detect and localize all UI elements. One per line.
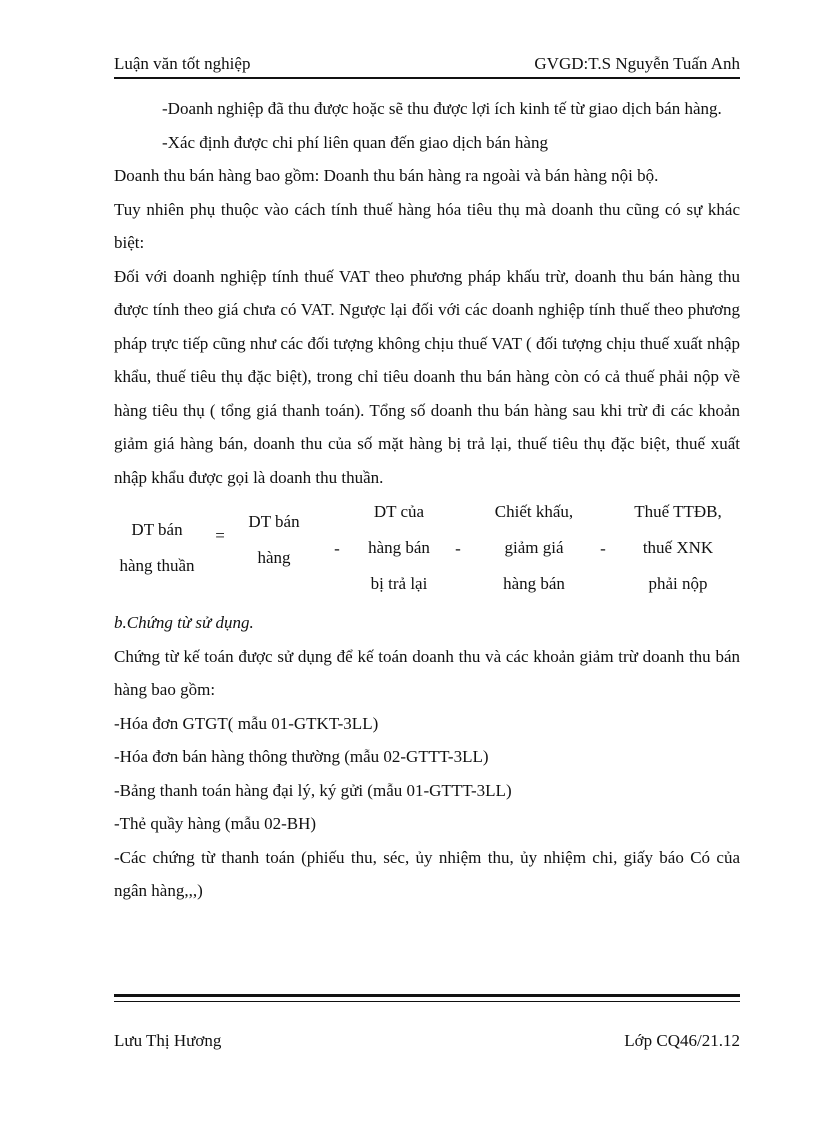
net-revenue-formula: [114, 496, 740, 602]
paragraph-economic-benefit: -Doanh nghiệp đã thu được hoặc sẽ thu được lợi ích kinh tế từ giao dịch bán hàng.: [162, 99, 722, 118]
paragraph-revenue-composition: Doanh thu bán hàng bao gồm: Doanh thu bán hàng ra ngoài và bán hàng nội bộ.: [114, 166, 659, 185]
formula-minus-3: -: [600, 539, 606, 558]
page-footer: [114, 1031, 740, 1055]
footer-class: Lớp CQ46/21.12: [624, 1031, 740, 1050]
formula-net-revenue: DT bán hàng thuần: [119, 520, 195, 575]
document-item: -Các chứng từ thanh toán (phiếu thu, séc, ủy nhiệm thu, ủy nhiệm chi, giấy báo Có của ngân hàng,,,): [114, 847, 740, 900]
paragraph-revenue-difference: Tuy nhiên phụ thuộc vào cách tính thuế hàng hóa tiêu thụ mà doanh thu cũng có sự khác biệt:: [114, 199, 740, 252]
page-content: [114, 92, 740, 908]
formula-minus-2: -: [455, 539, 461, 558]
section-intro: Chứng từ kế toán được sử dụng để kế toán doanh thu và các khoản giảm trừ doanh thu bán hàng bao gồm:: [114, 646, 740, 699]
document-item: -Thẻ quầy hàng (mẫu 02-BH): [114, 814, 317, 833]
header-supervisor: GVGD:T.S Nguyễn Tuấn Anh: [534, 54, 740, 73]
document-item: -Hóa đơn GTGT( mẫu 01-GTKT-3LL): [114, 713, 379, 733]
header-thesis-title: Luận văn tốt nghiệp: [114, 54, 251, 73]
formula-minus-1: -: [334, 539, 340, 558]
section-heading: b.Chứng từ sử dụng.: [114, 613, 254, 632]
page-header: [114, 54, 740, 78]
footer-rule-thin: [114, 1001, 740, 1002]
footer-author: Lưu Thị Hương: [114, 1031, 222, 1050]
formula-gross-revenue: DT bán hàng: [248, 512, 300, 567]
formula-equals: =: [215, 526, 225, 545]
formula-returned-goods: DT của hàng bán bị trả lại: [368, 502, 430, 593]
formula-taxes: Thuế TTĐB, thuế XNK phải nộp: [634, 502, 722, 593]
paragraph-cost-determination: -Xác định được chi phí liên quan đến giao dịch bán hàng: [162, 132, 548, 152]
footer-rule-thick: [114, 994, 740, 997]
formula-discounts: Chiết khấu, giảm giá hàng bán: [494, 502, 574, 593]
document-item: -Hóa đơn bán hàng thông thường (mẫu 02-GTTT-3LL): [114, 747, 489, 766]
document-item: -Bảng thanh toán hàng đại lý, ký gửi (mẫu 01-GTTT-3LL): [114, 780, 512, 800]
paragraph-vat-method: Đối với doanh nghiệp tính thuế VAT theo phương pháp khấu trừ, doanh thu bán hàng thu được tính theo giá chưa có VAT. Ngược lại đối với các doanh nghiệp tính thuế theo phương pháp trực tiếp cũng như các đối tượng không chịu thuế VAT ( đối tượng chịu thuế xuất nhập khẩu, thuế tiêu thụ đặc biệt), trong chỉ tiêu doanh thu bán hàng còn có cả thuế phải nộp về hàng tiêu thụ ( tổng giá thanh toán). Tổng số doanh thu bán hàng sau khi trừ đi các khoản giảm giá hàng bán, doanh thu của số mặt hàng bị trả lại, thuế tiêu thụ đặc biệt, thuế xuất nhập khẩu được gọi là doanh thu thuần.: [114, 266, 740, 487]
header-rule: [114, 77, 740, 79]
